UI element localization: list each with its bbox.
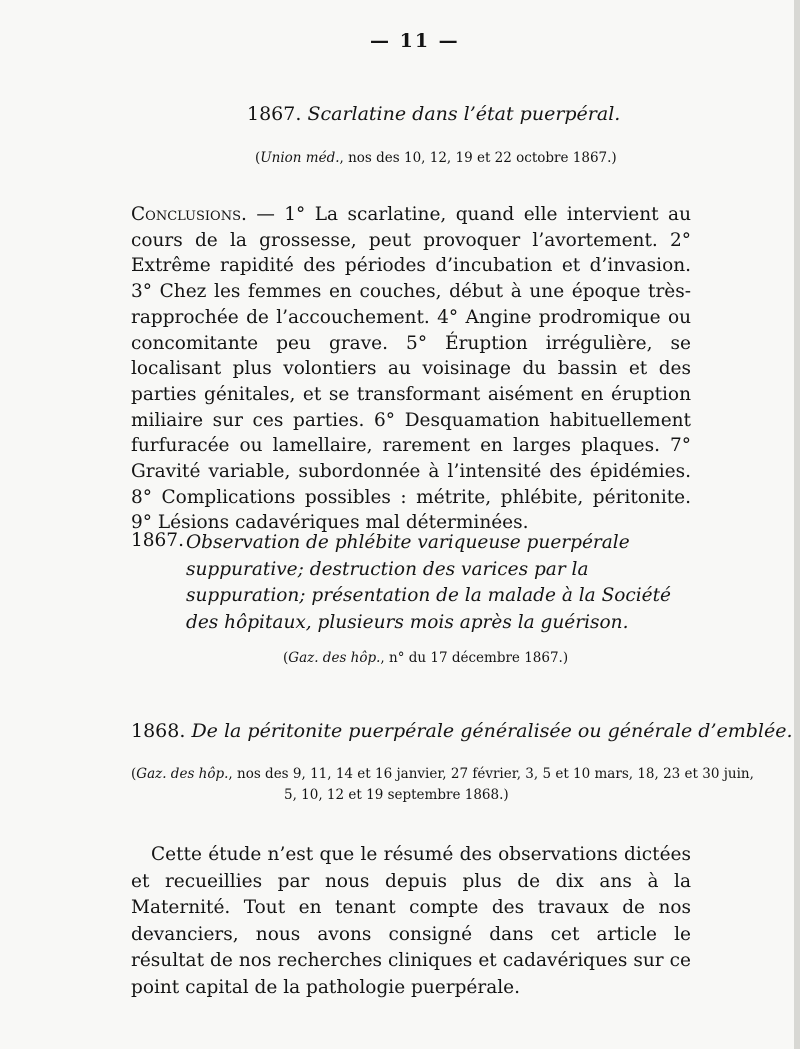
section-1-heading xyxy=(247,103,620,125)
section-2-year: 1867. xyxy=(131,530,184,551)
conclusions-label: Conclusions. xyxy=(131,204,247,225)
section-3-year: 1868. xyxy=(131,720,186,742)
section-1-title: Scarlatine dans l’état puerpéral. xyxy=(307,103,621,125)
citation-source: Gaz. des hôp. xyxy=(136,766,229,782)
section-3-paragraph: Cette étude n’est que le résumé des observations dictées et recueillies par nous depuis plus de dix ans à la Maternité. Tout en tenant compte des travaux de nos devanciers, nous avons consigné dans cet article le résultat de nos recherches cliniques et cadavériques sur ce point capital de la pathologie puerpérale. xyxy=(131,844,691,998)
section-1-citation: (Union méd., nos des 10, 12, 19 et 22 octobre 1867.) xyxy=(255,150,617,166)
citation-details: , nos des 10, 12, 19 et 22 octobre 1867.) xyxy=(339,150,617,166)
citation-details: , n° du 17 décembre 1867.) xyxy=(380,650,569,666)
page-number: — 11 — xyxy=(370,30,460,52)
citation-source: Union méd. xyxy=(260,150,340,166)
section-2-citation: (Gaz. des hôp., n° du 17 décembre 1867.) xyxy=(283,650,569,666)
conclusions-text: — 1° La scarlatine, quand elle intervient au cours de la grossesse, peut provoquer l’avortement. 2° Extrême rapidité des périodes d’incubation et d’invasion. 3° Chez les femmes en couches, début à une époque très-rapprochée de l’accouchement. 4° Angine prodromique ou concomitante peu grave. 5° Éruption irrégulière, se localisant plus volontiers au voisinage du bassin et des parties génitales, et se transformant aisément en éruption miliaire sur ces parties. 6° Desquamation habituellement furfuracée ou lamellaire, rarement en larges plaques. 7° Gravité variable, subordonnée à l’intensité des épidémies. 8° Complications possibles : métrite, phlébite, péritonite. 9° Lésions cadavériques mal déterminées. xyxy=(131,204,691,534)
section-3-citation-line-2: 5, 10, 12 et 19 septembre 1868.) xyxy=(284,787,509,803)
citation-source: Gaz. des hôp. xyxy=(288,650,381,666)
section-1-conclusions xyxy=(131,202,691,536)
section-1-year: 1867. xyxy=(247,103,302,125)
citation-details: , nos des 9, 11, 14 et 16 janvier, 27 février, 3, 5 et 10 mars, 18, 23 et 30 juin, xyxy=(228,766,754,782)
section-3-citation-line-1: (Gaz. des hôp., nos des 9, 11, 14 et 16 janvier, 27 février, 3, 5 et 10 mars, 18, 23 et 30 juin, xyxy=(131,766,754,782)
section-3-title: De la péritonite puerpérale généralisée ou générale d’emblée. xyxy=(191,720,793,742)
section-3-heading xyxy=(131,720,793,742)
page-edge-shadow xyxy=(794,0,800,1049)
section-2-title: Observation de phlébite variqueuse puerpérale suppurative; destruction des varices par la suppuration; présentation de la malade à la Société des hôpitaux, plusieurs mois après la guérison. xyxy=(186,532,671,633)
